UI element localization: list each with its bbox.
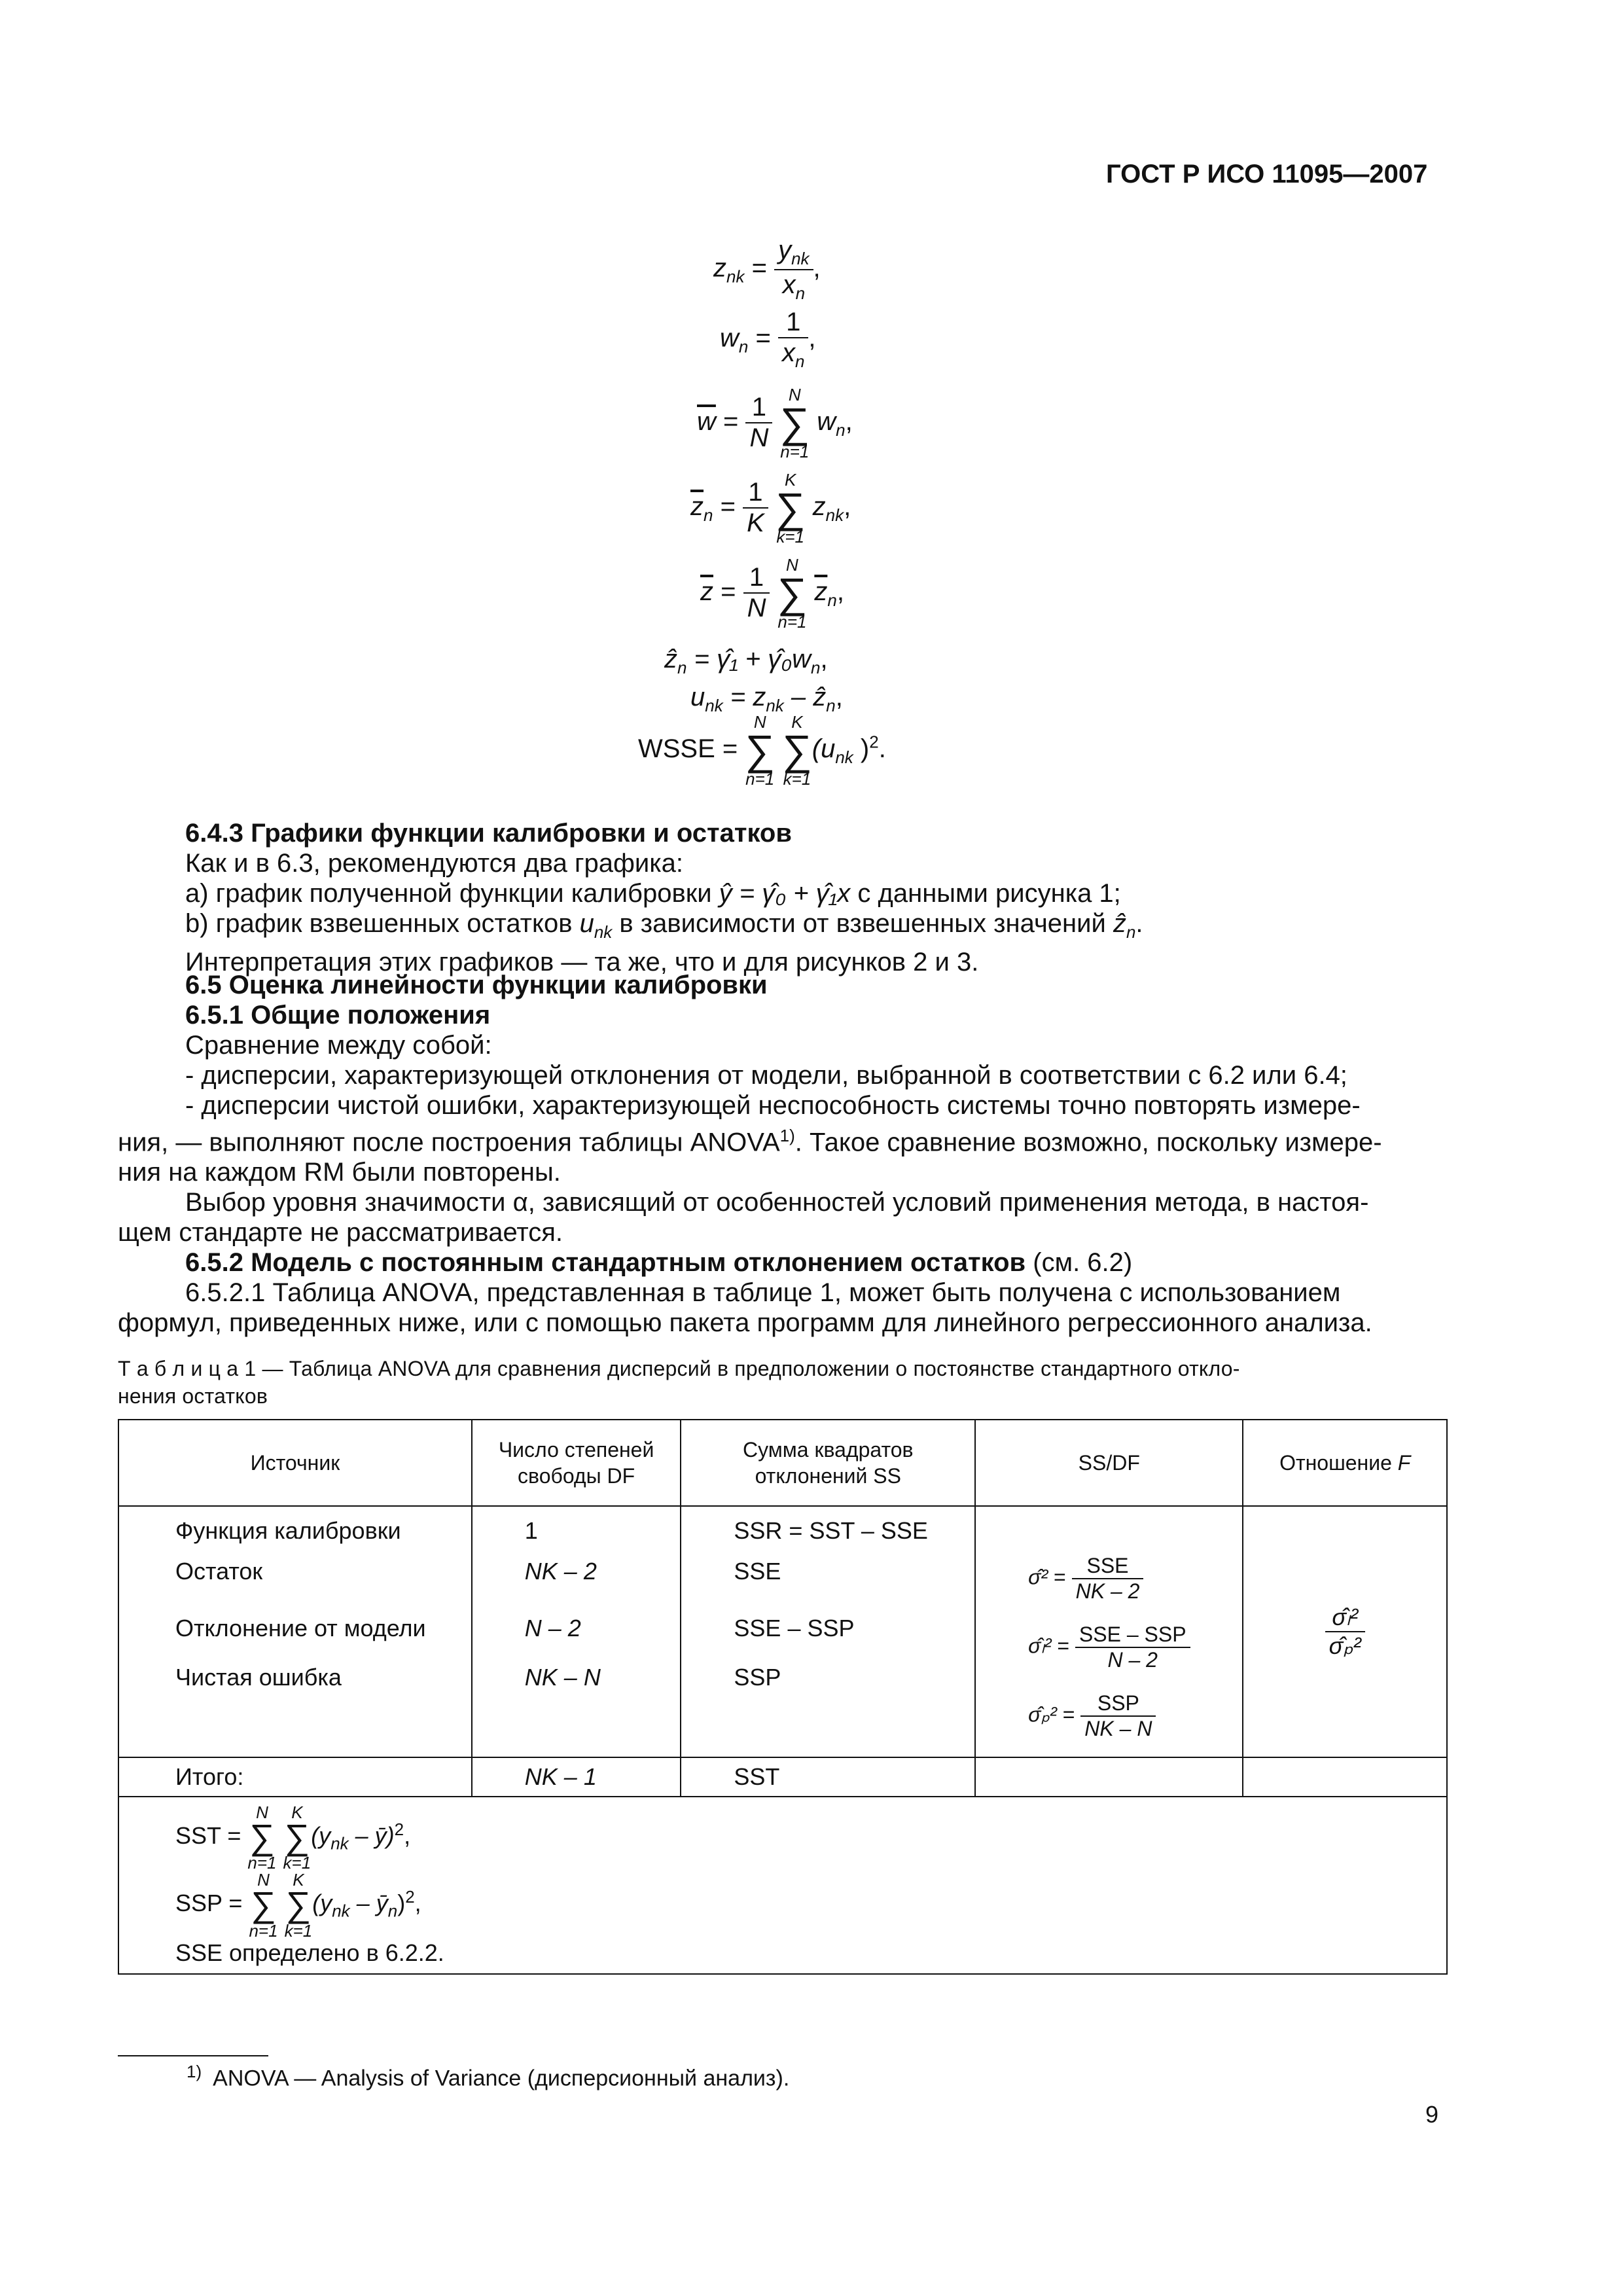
para-compare: Сравнение между собой: [185,1031,492,1060]
table-notes-row [118,1797,1447,1974]
formula-sst: SST = N ∑ n=1 K ∑ k=1 ($y_{nk}$ – ȳ)$^2$, [175,1803,411,1873]
header-df: Число степеней свободы DF [472,1420,681,1506]
para-6-5-2-1-line-2: формул, приведенных ниже, или с помощью пакета программ для линейного регрессионного анализа. [118,1308,1372,1338]
df-cell: 1 NK – 2 N – 2 NK – N [472,1506,681,1757]
heading-6-5-1: 6.5.1 Общие положения [185,1001,491,1030]
header-ratio: Отношение F [1243,1420,1447,1506]
list-item-b: b) график взвешенных остатков $u_{nk}$ в зависимости от взвешенных значений ẑ$_n$. [185,909,1143,942]
table-notes [118,1797,1447,1974]
table-caption: Т а б л и ц а 1 — Таблица ANOVA для сравнения дисперсий в предположении о постоянстве стандартного откло- нения остатков [118,1357,1240,1408]
footnote: $^{1)}$ ANOVA — Analysis of Variance (дисперсионный анализ). [187,2062,790,2091]
formula-z-nk: $z_{nk}$ = $y_{nk}$ $x_n$ , [713,236,821,303]
formula-z-bar: $\overline{z}$ = $\frac{1}{N}$ N ∑ n=1 $\overline{z}_n$, [700,555,844,632]
list-item-a: a) график полученной функции калибровки ŷ = γ̂₀ + γ̂₁x с данными рисунка 1; [185,879,1121,908]
bullet-2-line-3: ния на каждом RM были повторены. [118,1158,561,1187]
sse-definition: SSE определено в 6.2.2. [175,1939,444,1966]
ss-df-cell [975,1506,1243,1757]
heading-6-4-3: 6.4.3 Графики функции калибровки и остатков [185,819,792,848]
formula-w-n: $w_n$ = $\frac{1}{x_n}$ , [720,308,816,371]
document-header: ГОСТ Р ИСО 11095—2007 [1106,160,1428,188]
sigma-squared: σ̂² = SSE NK – 2 [1028,1554,1242,1623]
section-6-4-3 [185,818,1429,977]
para-interp: Интерпретация этих графиков — та же, что и для рисунков 2 и 3. [185,948,979,977]
heading-6-5: 6.5 Оценка линейности функции калибровки [185,971,768,999]
footnote-rule [118,2055,268,2056]
table-row [118,1506,1447,1757]
formula-z-hat: ẑ$_n$ = γ̂₁ + $\gammâ_0w_n$, [664,645,828,677]
para-alpha-line-2: щем стандарте не рассматривается. [118,1218,563,1247]
sigma-l-squared: σ̂ₗ² = SSE – SSP N – 2 [1028,1623,1242,1691]
para-6-5-2-1-line-1: 6.5.2.1 Таблица ANOVA, представленная в таблице 1, может быть получена с использованием [185,1278,1341,1308]
formula-w-bar: $\overline{w}$ = $\frac{1}{N}$ N ∑ n=1 $w_n$, [697,385,853,461]
section-6-5 [118,970,1429,1338]
ss-cell: SSR = SST – SSE SSE SSE – SSP SSP [681,1506,975,1757]
heading-6-5-2: 6.5.2 Модель с постоянным стандартным отклонением остатков (см. 6.2) [185,1248,1133,1278]
anova-table [118,1419,1448,1975]
header-ss-df: SS/DF [975,1420,1243,1506]
table-row-total: Итого: NK – 1 SST [118,1757,1447,1797]
para-intro: Как и в 6.3, рекомендуются два графика: [185,849,684,878]
bullet-2-line-1: - дисперсии чистой ошибки, характеризующей неспособность системы точно повторять измере- [185,1091,1361,1120]
source-cell: Функция калибровки Остаток Отклонение от модели Чистая ошибка [118,1506,472,1757]
sigma-p-squared: σ̂ₚ² = SSP NK – N [1028,1691,1242,1750]
formula-u-nk: $u_{nk} = z_{nk}$ – ẑ$_n$, [690,683,843,715]
page-number: 9 [1425,2101,1439,2128]
para-alpha-line-1: Выбор уровня значимости α, зависящий от особенностей условий применения метода, в настоя- [185,1188,1369,1217]
ratio-f-cell: $\frac{\text{σ̂ₗ²}}{\text{σ̂ₚ²}}$ [1243,1506,1447,1757]
formula-ssp: SSP = N ∑ n=1 K ∑ k=1 ($y_{nk}$ – $ȳ_n)^2$, [175,1870,421,1941]
header-source: Источник [118,1420,472,1506]
table-header-row [118,1420,1447,1506]
bullet-1: - дисперсии, характеризующей отклонения от модели, выбранной в соответствии с 6.2 или 6.4; [185,1061,1347,1090]
header-ss: Сумма квадратов отклонений SS [681,1420,975,1506]
formula-z-n-bar: $\overline{z}_n$ = $\frac{1}{K}$ K ∑ k=1 $z_{nk}$, [690,470,851,547]
formula-wsse: WSSE = N ∑ n=1 K ∑ k=1 ($u_{nk}$ )$^2$. [638,712,886,789]
bullet-2-line-2: ния, — выполняют после построения таблицы ANOVA$^{1)}$. Такое сравнение возможно, поскольку измере- [118,1126,1382,1157]
